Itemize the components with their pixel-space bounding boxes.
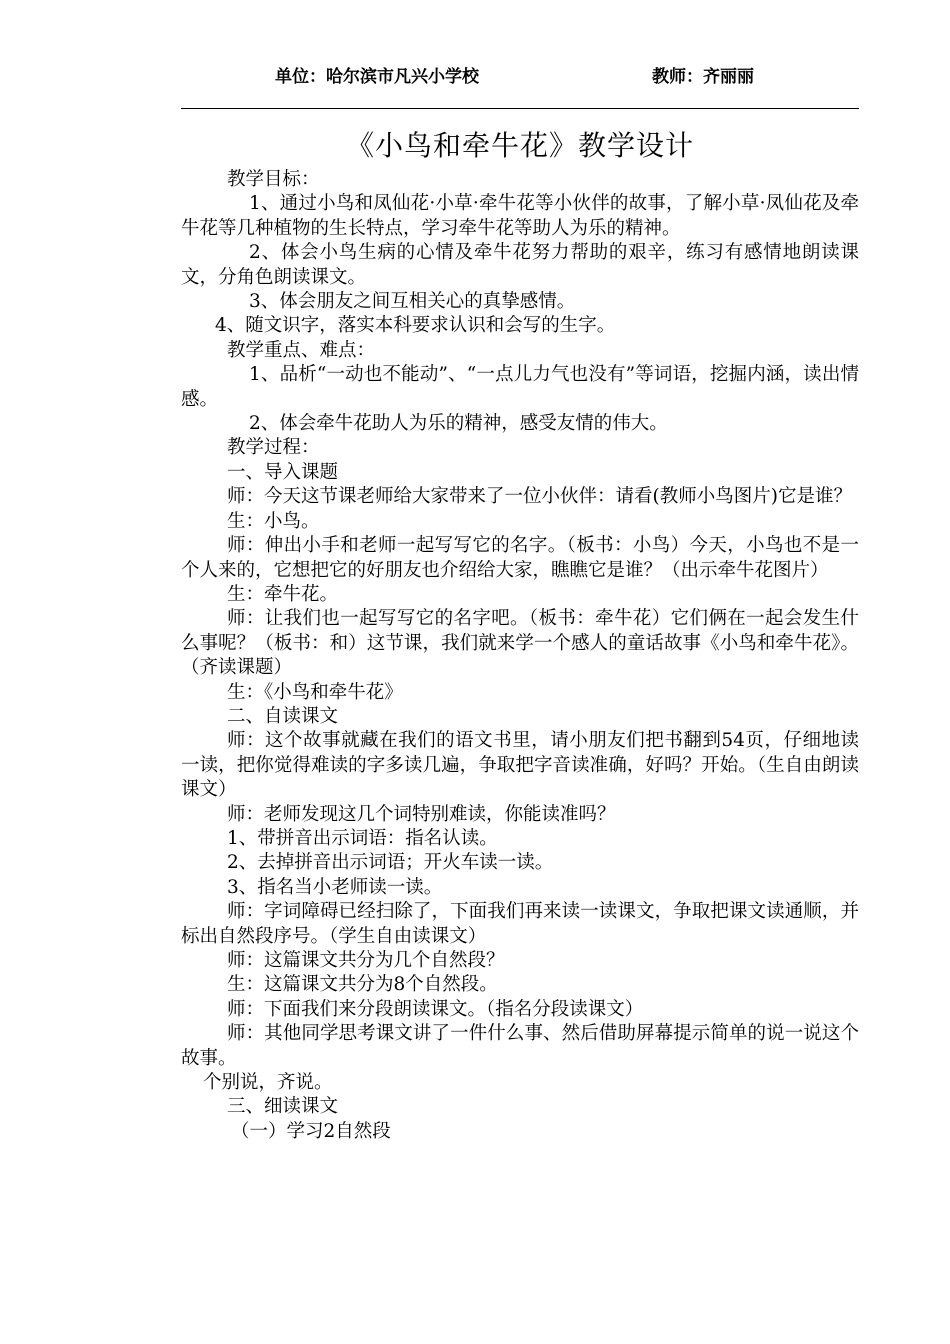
paragraph: 一、导入课题 xyxy=(227,461,339,483)
paragraph: 1、带拼音出示词语：指名认读。 xyxy=(227,827,498,849)
paragraph: 教学重点、难点： xyxy=(227,339,376,361)
paragraph: 二、自读课文 xyxy=(227,705,339,727)
paragraph: 师：让我们也一起写写它的名字吧。（板书：牵牛花）它们俩在一起会发生什么事呢？（板书：和）这节课，我们就来学一个感人的童话故事《小鸟和牵牛花》。（齐读课题） xyxy=(181,608,859,679)
paragraph: 师：下面我们来分段朗读课文。（指名分段读课文） xyxy=(227,998,644,1020)
paragraph: 师：老师发现这几个词特别难读，你能读准吗？ xyxy=(227,803,616,825)
paragraph: 3、体会朋友之间互相关心的真挚感情。 xyxy=(249,291,576,313)
paragraph: 师：其他同学思考课文讲了一件什么事、然后借助屏幕提示简单的说一说这个故事。 xyxy=(181,1023,859,1069)
paragraph: 1、通过小鸟和凤仙花·小草·牵牛花等小伙伴的故事，了解小草·凤仙花及牵牛花等几种植物的生长特点，学习牵牛花等助人为乐的精神。 xyxy=(181,193,859,239)
paragraph: 2、体会小鸟生病的心情及牵牛花努力帮助的艰辛，练习有感情地朗读课文，分角色朗读课文。 xyxy=(181,242,859,288)
paragraph: 1、品析“一动也不能动”、“一点儿力气也没有”等词语，挖掘内涵，读出情感。 xyxy=(181,364,859,410)
paragraph: 教学目标： xyxy=(227,169,320,190)
paragraph: 生：这篇课文共分为8个自然段。 xyxy=(227,974,498,996)
paragraph: 个别说，齐说。 xyxy=(203,1072,333,1094)
paragraph: 师：这个故事就藏在我们的语文书里，请小朋友们把书翻到54页，仔细地读一读，把你觉得难读的字多读几遍，争取把字音读准确，好吗？开始。（生自由朗读课文） xyxy=(181,730,859,801)
paragraph: 师：字词障碍已经扫除了，下面我们再来读一读课文，争取把课文读通顺，并标出自然段序号。（学生自由读课文） xyxy=(181,901,859,947)
header-unit: 单位：哈尔滨市凡兴小学校 xyxy=(275,67,479,87)
paragraph: 生：牵牛花。 xyxy=(227,583,339,605)
paragraph: 教学过程： xyxy=(227,437,320,459)
header-teacher: 教师：齐丽丽 xyxy=(652,67,754,87)
paragraph: 生：小鸟。 xyxy=(227,510,320,532)
document-title: 《小鸟和牵牛花》教学设计 xyxy=(345,129,694,162)
document-body xyxy=(181,168,859,1144)
header-rule xyxy=(181,108,859,109)
paragraph: 4、随文识字，落实本科要求认识和会写的生字。 xyxy=(215,315,616,337)
paragraph: 三、细读课文 xyxy=(227,1096,339,1118)
paragraph: （一）学习2自然段 xyxy=(231,1120,391,1142)
paragraph: 师：今天这节课老师给大家带来了一位小伙伴：请看(教师小鸟图片)它是谁？ xyxy=(227,486,852,508)
paragraph: 师：伸出小手和老师一起写写它的名字。（板书：小鸟）今天，小鸟也不是一个人来的，它想把它的好朋友也介绍给大家，瞧瞧它是谁？（出示牵牛花图片） xyxy=(181,535,859,581)
paragraph: 师：这篇课文共分为几个自然段？ xyxy=(227,950,505,971)
paragraph: 2、体会牵牛花助人为乐的精神，感受友情的伟大。 xyxy=(249,413,668,435)
paragraph: 3、指名当小老师读一读。 xyxy=(227,876,443,898)
paragraph: 生：《小鸟和牵牛花》 xyxy=(227,681,403,703)
paragraph: 2、去掉拼音出示词语；开火车读一读。 xyxy=(227,852,554,874)
